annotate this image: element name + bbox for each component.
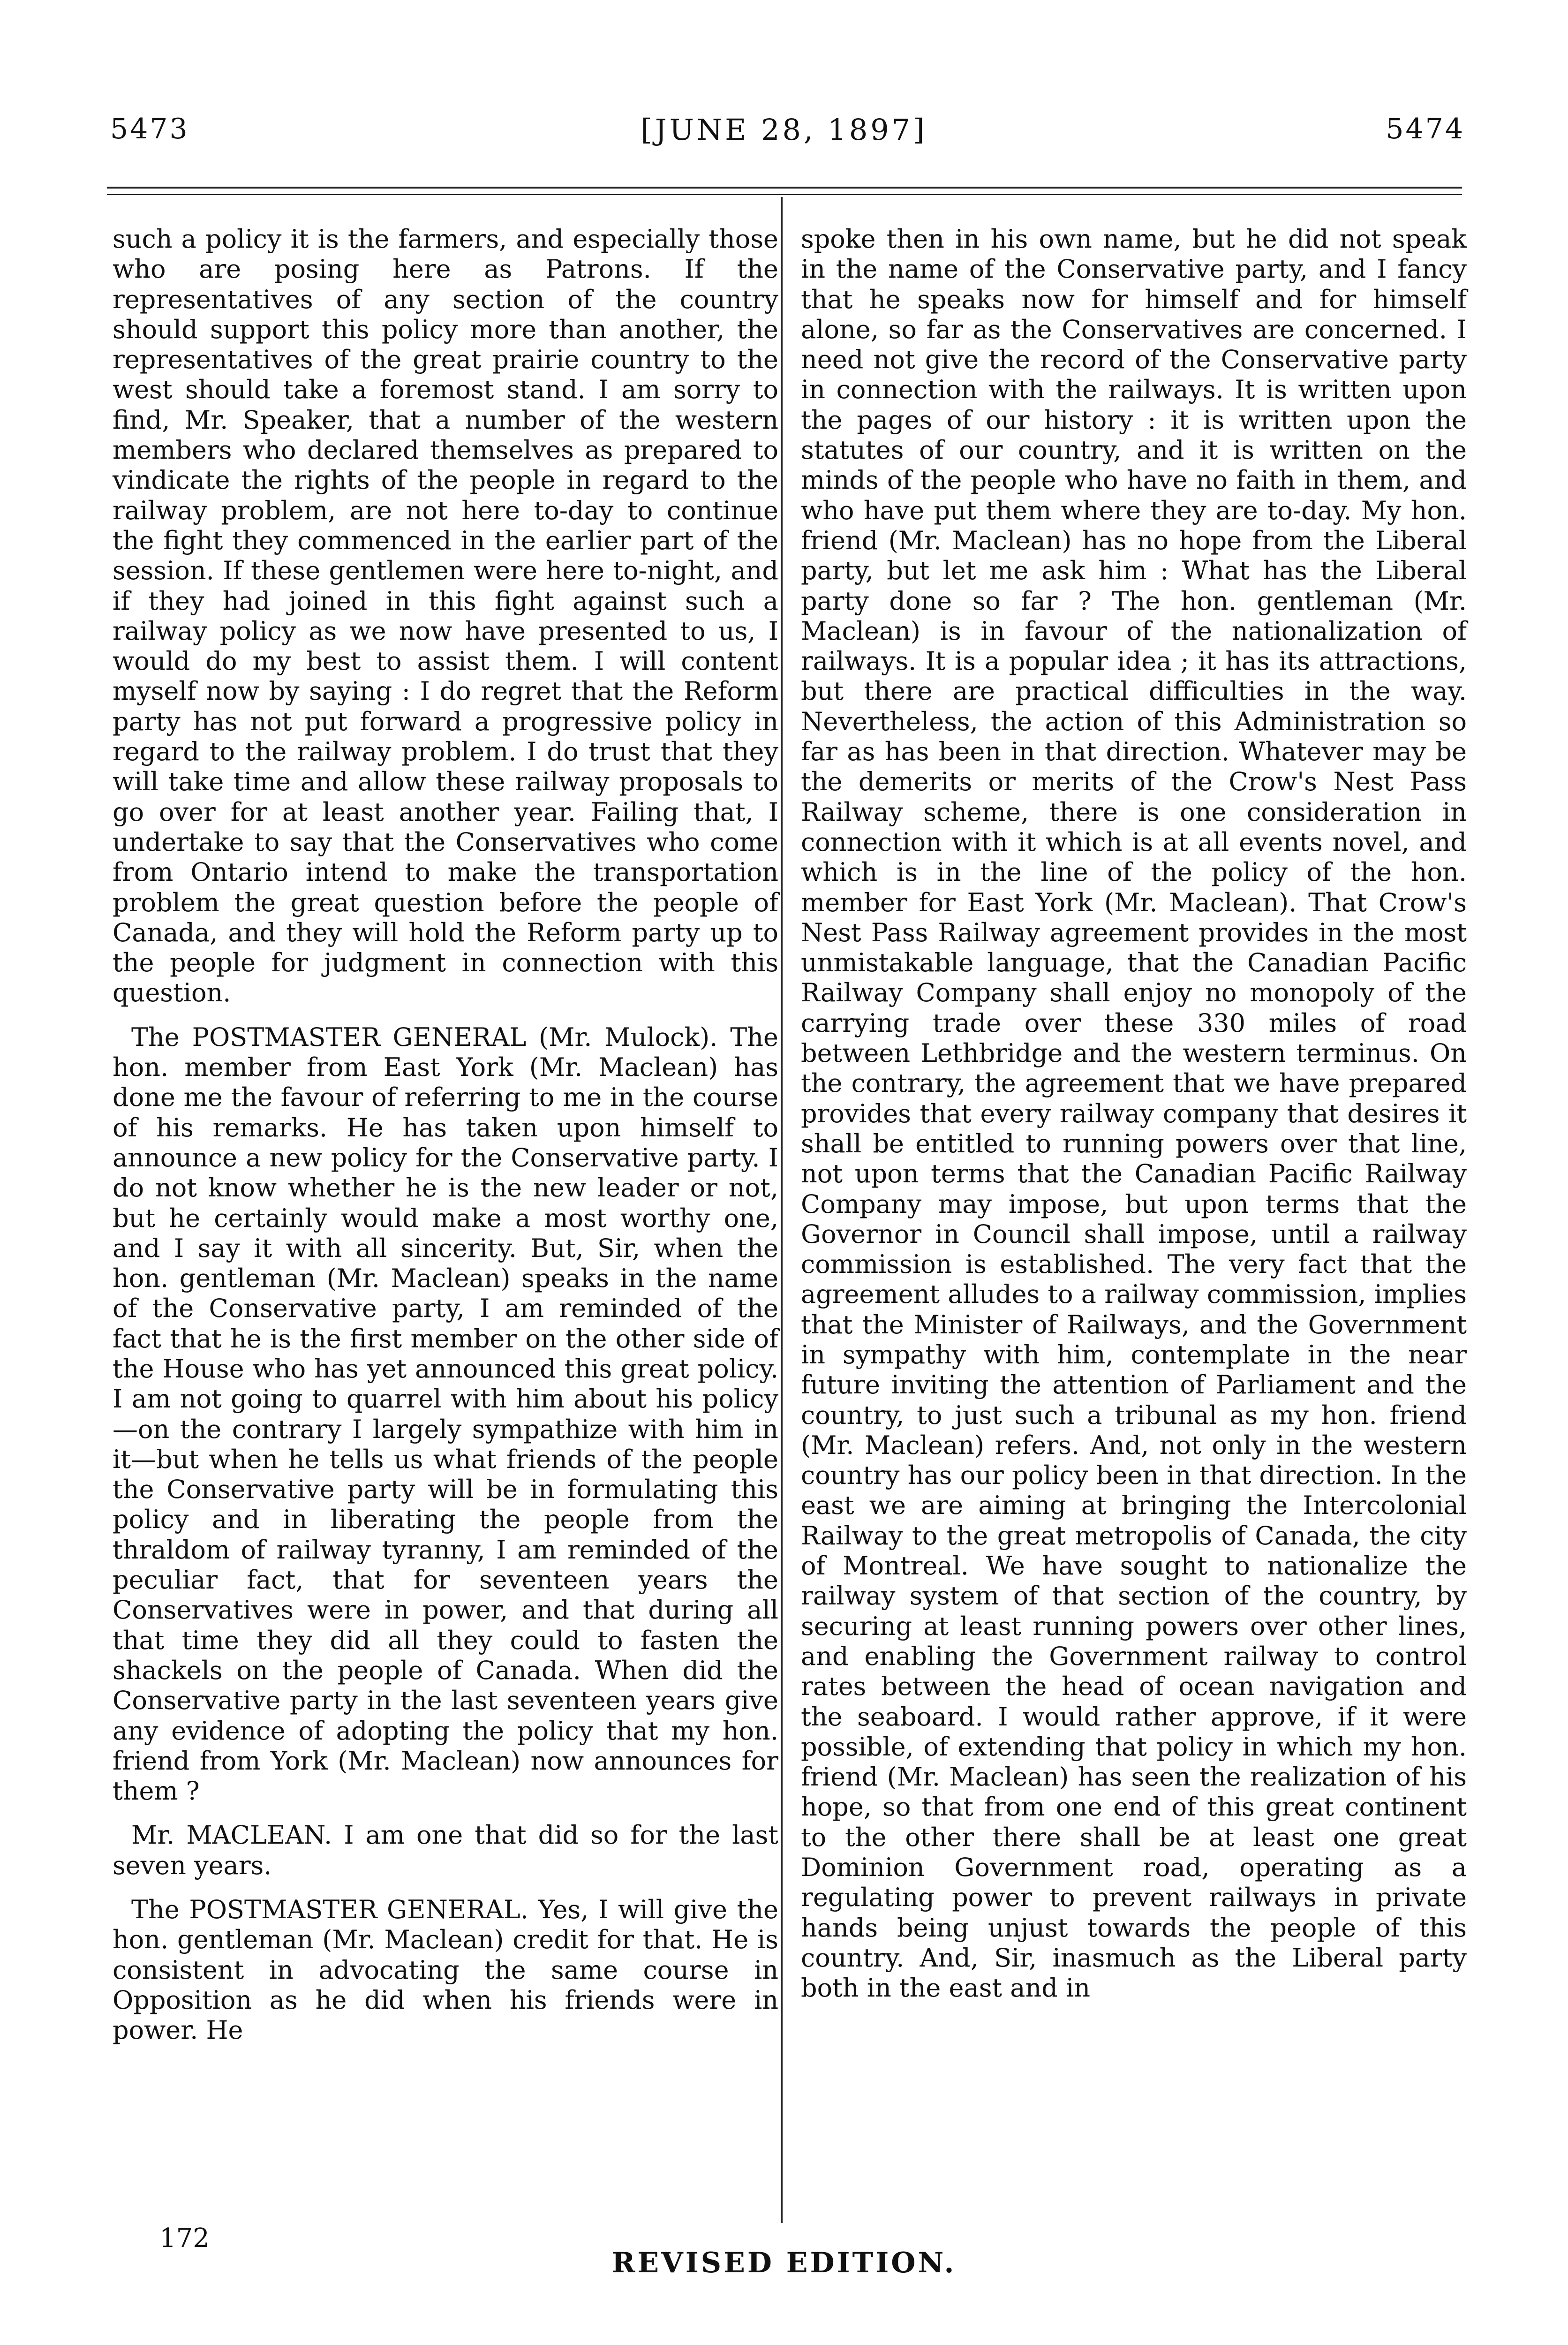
edition-label: REVISED EDITION. — [611, 2247, 957, 2279]
session-date: [JUNE 28, 1897] — [641, 113, 927, 147]
page-number-left: 5473 — [110, 113, 189, 145]
paragraph: spoke then in his own name, but he did not speak in the name of the Conservative party, and I fancy that he speaks now for himself and for himself alone, so far as the Conservatives are concerned. I need not give the record of the Conservative party in connection with the railways. It is written upon the pages of our history : it is written upon the statutes of our country, and it is written on the minds of the people who have no faith in them, and who have put them where they are to-day. My hon. friend (Mr. Maclean) has no hope from the Liberal party, but let me ask him : What has the Liberal party done so far ? The hon. gentleman (Mr. Maclean) is in favour of the nationalization of railways. It is a popular idea ; it has its attractions, but there are practical difficulties in the way. Nevertheless, the action of this Administration so far as has been in that direction. Whatever may be the demerits or merits of the Crow's Nest Pass Railway scheme, there is one consideration in connection with it which is at all events novel, and which is in the line of the policy of the hon. member for East York (Mr. Maclean). That Crow's Nest Pass Railway agreement provides in the most unmistakable language, that the Canadian Pacific Railway Company shall enjoy no monopoly of the carrying trade over these 330 miles of road between Lethbridge and the western terminus. On the contrary, the agreement that we have prepared provides that every railway company that desires it shall be entitled to running powers over that line, not upon terms that the Canadian Pacific Railway Company may impose, but upon terms that the Governor in Council shall impose, until a railway commission is established. The very fact that the agreement alludes to a railway commission, implies that the Minister of Railways, and the Government in sympathy with him, contemplate in the near future inviting the attention of Parliament and the country, to just such a tribunal as my hon. friend (Mr. Maclean) refers. And, not only in the western country has our policy been in that direction. In the east we are aiming at bringing the Intercolonial Railway to the great metropolis of Canada, the city of Montreal. We have sought to nationalize the railway system of that section of the country, by securing at least running powers over other lines, and enabling the Government railway to control rates between the head of ocean navigation and the seaboard. I would rather approve, if it were possible, of extending that policy in which my hon. friend (Mr. Maclean) has seen the realization of his hope, so that from one end of this great continent to the other there shall be at least one great Dominion Government road, operating as a regulating power to prevent railways in private hands being unjust towards the people of this country. And, Sir, inasmuch as the Liberal party both in the east and in — [801, 224, 1467, 2003]
header-rule-thick — [107, 187, 1462, 189]
paragraph: The POSTMASTER GENERAL. Yes, I will give the hon. gentleman (Mr. Maclean) credit for that. He is consistent in advocating the same course in Opposition as he did when his friends were in power. He — [113, 1895, 778, 2045]
page-number-right: 5474 — [1386, 113, 1465, 145]
footer-page-number: 172 — [159, 2223, 210, 2254]
left-column — [113, 224, 778, 2046]
column-divider — [781, 197, 783, 2223]
page-header — [0, 113, 1568, 155]
paragraph: The POSTMASTER GENERAL (Mr. Mulock). The hon. member from East York (Mr. Maclean) has done me the favour of referring to me in the course of his remarks. He has taken upon himself to announce a new policy for the Conservative party. I do not know whether he is the new leader or not, but he certainly would make a most worthy one, and I say it with all sincerity. But, Sir, when the hon. gentleman (Mr. Maclean) speaks in the name of the Conservative party, I am reminded of the fact that he is the first member on the other side of the House who has yet announced this great policy. I am not going to quarrel with him about his policy—on the contrary I largely sympathize with him in it—but when he tells us what friends of the people the Conservative party will be in formulating this policy and in liberating the people from the thraldom of railway tyranny, I am reminded of the peculiar fact, that for seventeen years the Conservatives were in power, and that during all that time they did all they could to fasten the shackels on the people of Canada. When did the Conservative party in the last seventeen years give any evidence of adopting the policy that my hon. friend from York (Mr. Maclean) now announces for them ? — [113, 1022, 778, 1806]
right-column — [801, 224, 1467, 2004]
paragraph: Mr. MACLEAN. I am one that did so for the last seven years. — [113, 1820, 778, 1880]
paragraph: such a policy it is the farmers, and especially those who are posing here as Patrons. If the representatives of any section of the country should support this policy more than another, the representatives of the great prairie country to the west should take a foremost stand. I am sorry to find, Mr. Speaker, that a number of the western members who declared themselves as prepared to vindicate the rights of the people in regard to the railway problem, are not here to-day to continue the fight they commenced in the earlier part of the session. If these gentlemen were here to-night, and if they had joined in this fight against such a railway policy as we now have presented to us, I would do my best to assist them. I will content myself now by saying : I do regret that the Reform party has not put forward a progressive policy in regard to the railway problem. I do trust that they will take time and allow these railway proposals to go over for at least another year. Failing that, I undertake to say that the Conservatives who come from Ontario intend to make the transportation problem the great question before the people of Canada, and they will hold the Reform party up to the people for judgment in connection with this question. — [113, 224, 778, 1008]
header-rule-thin — [107, 194, 1462, 195]
